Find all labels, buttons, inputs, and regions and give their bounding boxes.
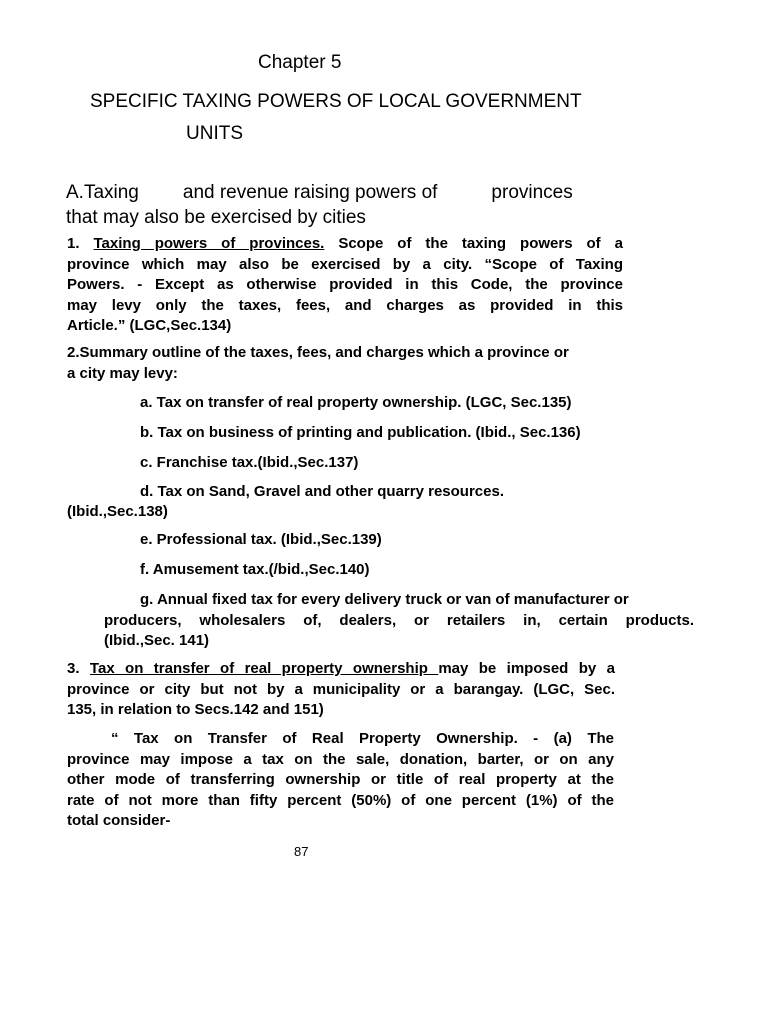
- list-item-g: [104, 590, 694, 652]
- chapter-title-line-1: SPECIFIC TAXING POWERS OF LOCAL GOVERNMENT: [90, 91, 582, 112]
- paragraph-2: [67, 343, 647, 384]
- paragraph-1-text: Scope of the taxing powers of a: [324, 235, 623, 252]
- paragraph-1: [67, 234, 623, 337]
- paragraph-2-line-1: 2.Summary outline of the taxes, fees, and charges which a province or: [67, 344, 569, 361]
- paragraph-3: [67, 659, 615, 721]
- list-item-g-line-2: producers, wholesalers of, dealers, or retailers in, certain products.: [104, 611, 694, 629]
- section-a-word-2: and revenue raising powers of: [182, 182, 438, 203]
- paragraph-3-line-1: [67, 659, 615, 680]
- paragraph-3-line-3: 135, in relation to Secs.142 and 151): [67, 701, 324, 718]
- list-item-g-line-3: (Ibid.,Sec. 141): [104, 632, 210, 649]
- paragraph-3-line-2: province or city but not by a municipality or a barangay. (LGC, Sec.: [67, 680, 615, 698]
- section-a-heading-line-2: that may also be exercised by cities: [66, 207, 366, 228]
- list-item-e: e. Professional tax. (Ibid.,Sec.139): [140, 531, 382, 548]
- list-item-a: a. Tax on transfer of real property ownership. (LGC, Sec.135): [140, 394, 572, 411]
- chapter-title-line-2: UNITS: [186, 123, 243, 144]
- list-item-b: b. Tax on business of printing and publication. (Ibid., Sec.136): [140, 424, 581, 441]
- paragraph-4-line-4: rate of not more than fifty percent (50%) of one percent (1%) of the: [67, 791, 614, 809]
- paragraph-3-number: 3.: [67, 660, 80, 677]
- paragraph-1-line-2: province which may also be exercised by a city. “Scope of Taxing: [67, 255, 623, 273]
- chapter-label: Chapter 5: [258, 52, 342, 73]
- paragraph-2-line-2: a city may levy:: [67, 364, 178, 382]
- list-item-d-citation: (Ibid.,Sec.138): [67, 503, 168, 520]
- paragraph-1-heading: Taxing powers of provinces.: [93, 235, 325, 252]
- paragraph-3-heading: Tax on transfer of real property ownership: [89, 660, 439, 677]
- page-number: 87: [294, 844, 309, 859]
- paragraph-1-line-1: [67, 234, 623, 255]
- paragraph-4-line-5: total consider-: [67, 812, 171, 829]
- paragraph-3-text: may be imposed by a: [438, 660, 615, 677]
- list-item-g-line-1: g. Annual fixed tax for every delivery truck or van of manufacturer or: [140, 591, 629, 608]
- paragraph-1-line-3: Powers. - Except as otherwise provided in this Code, the province: [67, 276, 623, 293]
- list-item-d: d. Tax on Sand, Gravel and other quarry resources.: [140, 483, 504, 500]
- paragraph-1-line-4: may levy only the taxes, fees, and charges as provided in this: [67, 296, 623, 314]
- section-a-heading: [66, 182, 573, 204]
- list-item-f: f. Amusement tax.(/bid.,Sec.140): [140, 561, 370, 578]
- paragraph-1-number: 1.: [67, 235, 80, 252]
- list-item-c: c. Franchise tax.(Ibid.,Sec.137): [140, 454, 359, 471]
- section-a-word-1: A.Taxing: [66, 182, 139, 203]
- paragraph-4-line-1: “ Tax on Transfer of Real Property Ownership. - (a) The: [111, 730, 614, 747]
- paragraph-1-line-5: Article.” (LGC,Sec.134): [67, 317, 232, 334]
- paragraph-4-quote: [67, 729, 614, 832]
- paragraph-4-line-3: other mode of transferring ownership or title of real property at the: [67, 771, 614, 788]
- paragraph-4-line-2: province may impose a tax on the sale, donation, barter, or on any: [67, 750, 614, 768]
- section-a-word-3: provinces: [491, 182, 573, 203]
